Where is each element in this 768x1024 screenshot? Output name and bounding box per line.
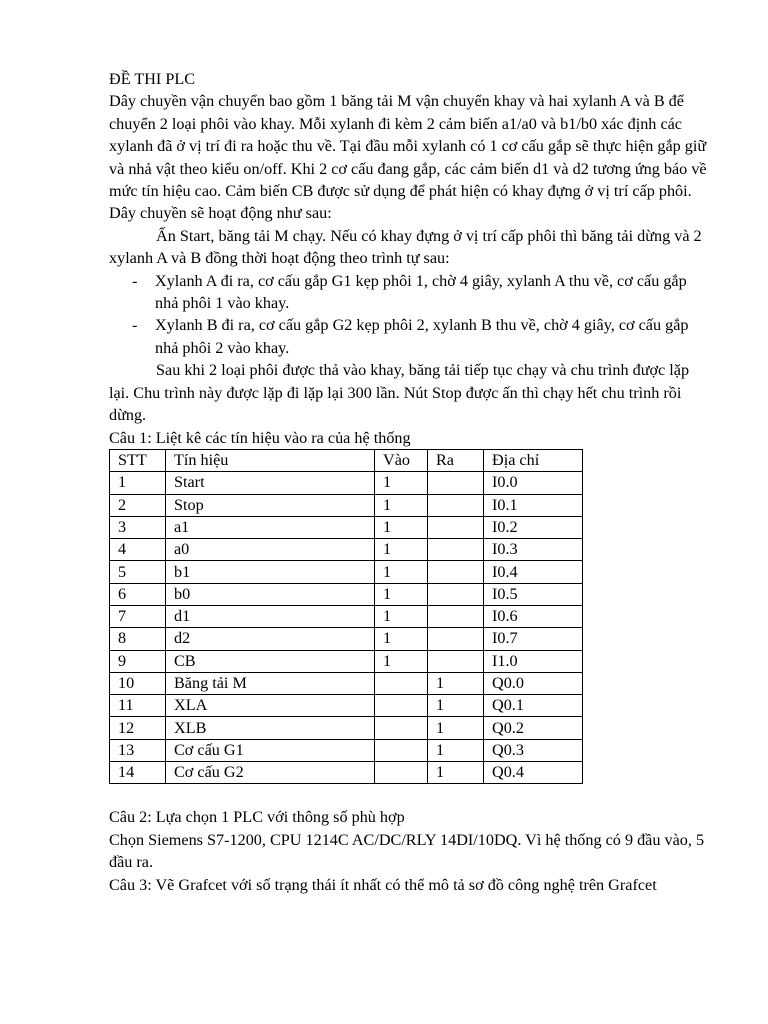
table-cell: d1 xyxy=(166,605,375,627)
table-cell: XLB xyxy=(166,717,375,739)
table-row xyxy=(110,672,583,694)
intro-paragraph: Dây chuyền vận chuyển bao gồm 1 băng tải M vận chuyển khay và hai xylanh A và B để chuyển 2 loại phôi vào khay. Mỗi xylanh đi kèm 2 cảm biến a1/a0 và b1/b0 xác định các xylanh đã ở vị trí đi ra hoặc thu về. Tại đầu mỗi xylanh có 1 cơ cấu gắp sẽ thực hiện gắp giữ và nhả vật theo kiểu on/off. Khi 2 cơ cấu đang gắp, các cảm biến d1 và d2 tương ứng báo về mức tín hiệu cao. Cảm biến CB được sử dụng để phát hiện có khay đựng ở vị trí cấp phôi. Dây chuyền sẽ hoạt động như sau: xyxy=(109,92,707,223)
table-cell: 8 xyxy=(110,628,166,650)
column-header: Ra xyxy=(428,449,484,471)
table-cell: 1 xyxy=(375,628,428,650)
column-header: Tín hiệu xyxy=(166,449,375,471)
start-paragraph: Ấn Start, băng tải M chạy. Nếu có khay đựng ở vị trí cấp phôi thì băng tải dừng và 2 xylanh A và B đồng thời hoạt động theo trình tự sau: xyxy=(109,226,702,268)
table-cell: XLA xyxy=(166,695,375,717)
table-cell: a0 xyxy=(166,539,375,561)
table-cell: 1 xyxy=(375,539,428,561)
table-cell: 5 xyxy=(110,561,166,583)
table-cell xyxy=(375,762,428,784)
table-row xyxy=(110,717,583,739)
table-cell: 7 xyxy=(110,605,166,627)
table-cell: 14 xyxy=(110,762,166,784)
table-row xyxy=(110,539,583,561)
table-cell: Q0.2 xyxy=(484,717,583,739)
table-cell xyxy=(375,717,428,739)
table-cell: I0.5 xyxy=(484,583,583,605)
table-row xyxy=(110,561,583,583)
table-cell xyxy=(375,739,428,761)
table-cell: 1 xyxy=(428,672,484,694)
table-cell: Q0.0 xyxy=(484,672,583,694)
list-item: - Xylanh B đi ra, cơ cấu gắp G2 kẹp phôi 2, xylanh B thu về, chờ 4 giây, cơ cấu gắp nhả phôi 2 vào khay. xyxy=(109,314,709,359)
table-cell xyxy=(428,494,484,516)
list-item: - Xylanh A đi ra, cơ cấu gắp G1 kẹp phôi 1, chờ 4 giây, xylanh A thu về, cơ cấu gắp nhả phôi 1 vào khay. xyxy=(109,270,709,315)
column-header: STT xyxy=(110,449,166,471)
table-cell xyxy=(428,472,484,494)
table-row xyxy=(110,762,583,784)
table-cell: 1 xyxy=(110,472,166,494)
table-cell: CB xyxy=(166,650,375,672)
column-header: Vào xyxy=(375,449,428,471)
table-cell: Băng tải M xyxy=(166,672,375,694)
table-cell: I1.0 xyxy=(484,650,583,672)
table-cell xyxy=(428,605,484,627)
table-cell: a1 xyxy=(166,516,375,538)
table-cell xyxy=(375,695,428,717)
sequence-list xyxy=(109,270,709,360)
table-cell: Q0.3 xyxy=(484,739,583,761)
table-cell: 1 xyxy=(375,583,428,605)
table-cell: I0.3 xyxy=(484,539,583,561)
table-cell: 2 xyxy=(110,494,166,516)
table-row xyxy=(110,516,583,538)
table-cell: 1 xyxy=(428,762,484,784)
table-cell xyxy=(428,561,484,583)
table-cell xyxy=(428,628,484,650)
table-cell: 1 xyxy=(375,605,428,627)
question-3: Câu 3: Vẽ Grafcet với số trạng thái ít nhất có thể mô tả sơ đồ công nghệ trên Grafcet xyxy=(109,875,657,894)
table-cell: 13 xyxy=(110,739,166,761)
table-row xyxy=(110,472,583,494)
table-row xyxy=(110,695,583,717)
table-cell xyxy=(428,583,484,605)
table-cell: I0.4 xyxy=(484,561,583,583)
table-cell xyxy=(375,672,428,694)
document-page xyxy=(109,68,709,896)
table-cell: 1 xyxy=(375,472,428,494)
column-header: Địa chỉ xyxy=(484,449,583,471)
table-cell xyxy=(428,539,484,561)
table-cell: 12 xyxy=(110,717,166,739)
table-cell: 1 xyxy=(428,717,484,739)
table-cell: 1 xyxy=(375,494,428,516)
table-row xyxy=(110,650,583,672)
table-row xyxy=(110,494,583,516)
table-cell: 1 xyxy=(375,650,428,672)
table-cell: Cơ cấu G1 xyxy=(166,739,375,761)
table-cell: b0 xyxy=(166,583,375,605)
table-row xyxy=(110,739,583,761)
table-cell xyxy=(428,650,484,672)
table-cell: 1 xyxy=(375,561,428,583)
table-cell: 1 xyxy=(428,739,484,761)
table-cell: Start xyxy=(166,472,375,494)
table-cell: Q0.4 xyxy=(484,762,583,784)
table-cell: b1 xyxy=(166,561,375,583)
question-1: Câu 1: Liệt kê các tín hiệu vào ra của hệ thống xyxy=(109,428,411,447)
table-cell: I0.6 xyxy=(484,605,583,627)
table-cell: I0.2 xyxy=(484,516,583,538)
table-cell: 6 xyxy=(110,583,166,605)
table-cell: Cơ cấu G2 xyxy=(166,762,375,784)
table-cell: 10 xyxy=(110,672,166,694)
end-paragraph: Sau khi 2 loại phôi được thả vào khay, băng tải tiếp tục chạy và chu trình được lặp lại. Chu trình này được lặp đi lặp lại 300 lần. Nút Stop được ấn thì chạy hết chu trình rồi dừng. xyxy=(109,361,690,425)
blank-line xyxy=(109,784,709,806)
table-cell: 9 xyxy=(110,650,166,672)
table-cell: 1 xyxy=(375,516,428,538)
document-title: ĐỀ THI PLC xyxy=(109,70,196,88)
table-row xyxy=(110,605,583,627)
table-row xyxy=(110,628,583,650)
table-cell: Stop xyxy=(166,494,375,516)
table-row xyxy=(110,583,583,605)
table-cell: d2 xyxy=(166,628,375,650)
table-cell: Q0.1 xyxy=(484,695,583,717)
question-2: Câu 2: Lựa chọn 1 PLC với thông số phù hợp xyxy=(109,808,405,827)
table-cell: 4 xyxy=(110,539,166,561)
table-cell: I0.7 xyxy=(484,628,583,650)
io-signal-table xyxy=(109,449,583,784)
table-cell xyxy=(428,516,484,538)
table-cell: I0.1 xyxy=(484,494,583,516)
table-cell: 3 xyxy=(110,516,166,538)
table-cell: 11 xyxy=(110,695,166,717)
question-2-answer: Chọn Siemens S7-1200, CPU 1214C AC/DC/RLY 14DI/10DQ. Vì hệ thống có 9 đầu vào, 5 đầu ra. xyxy=(109,830,705,872)
table-cell: 1 xyxy=(428,695,484,717)
table-header-row xyxy=(110,449,583,471)
table-cell: I0.0 xyxy=(484,472,583,494)
